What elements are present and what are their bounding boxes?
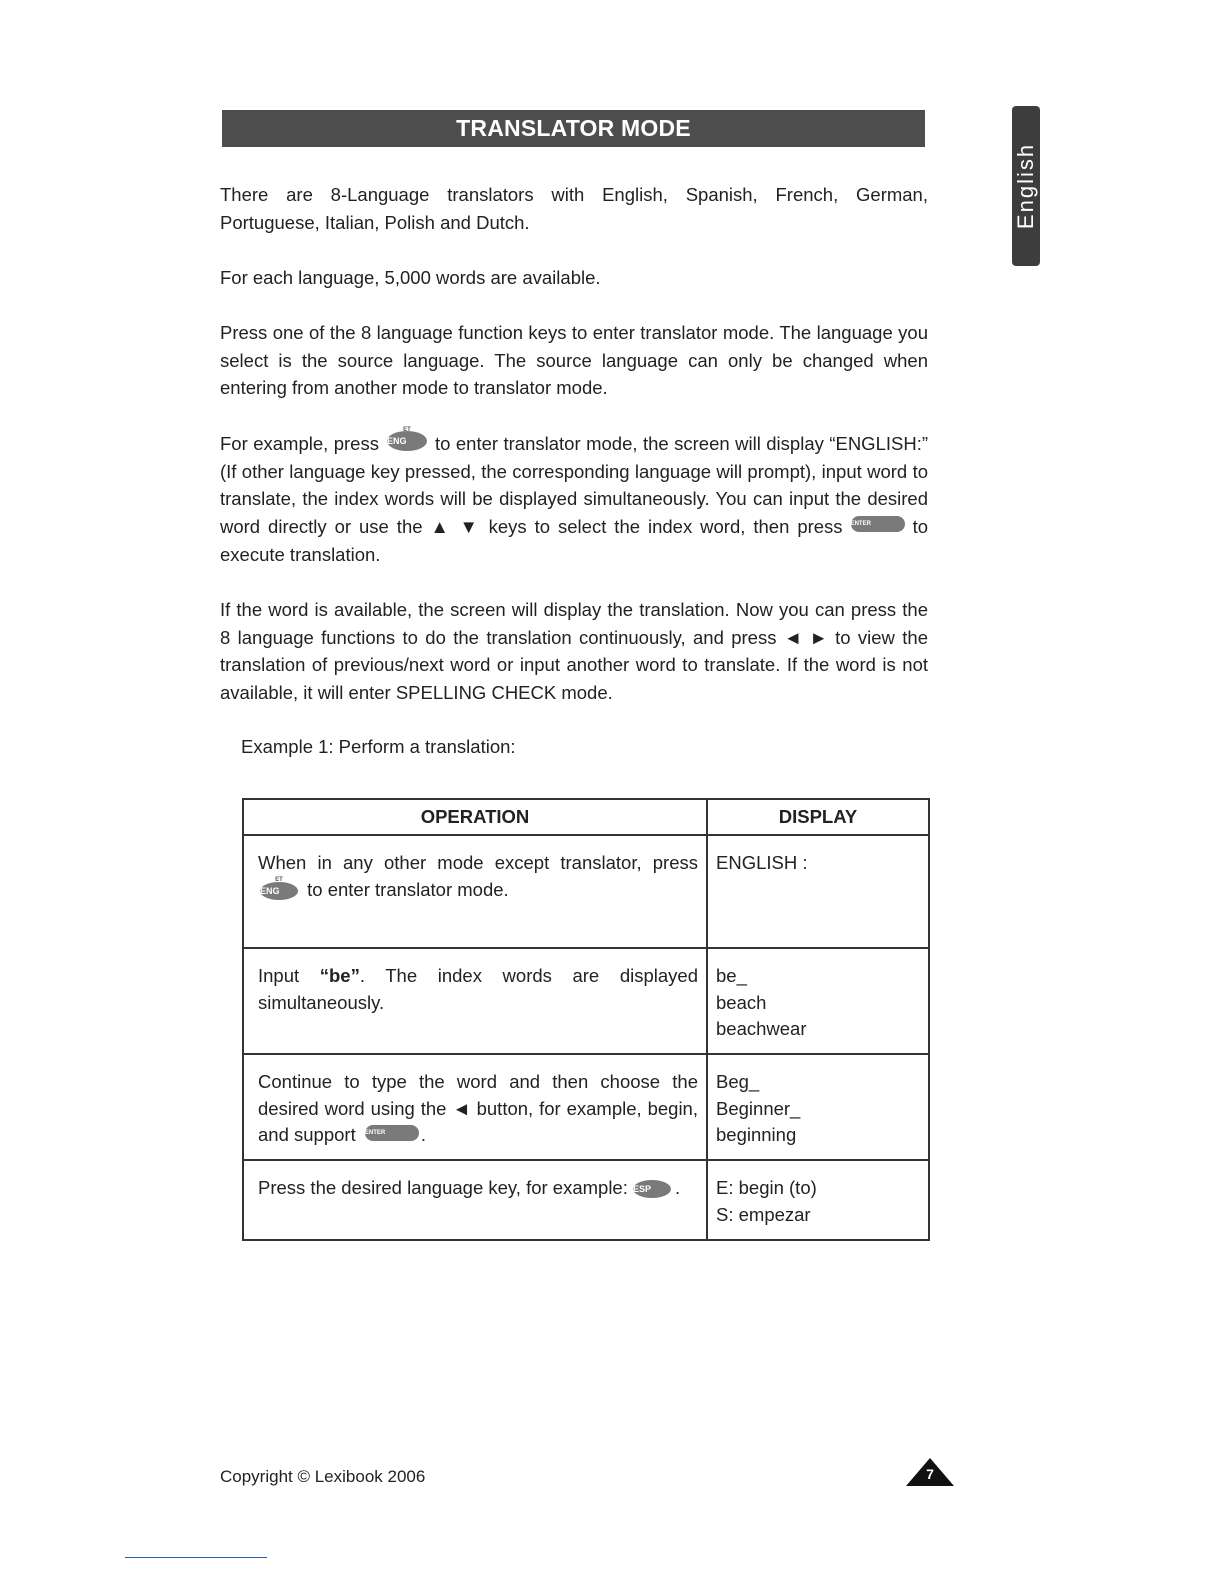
enter-key-icon — [851, 516, 905, 532]
display-line: Beg_ — [716, 1071, 760, 1092]
display-cell — [707, 948, 929, 1054]
paragraph-example-text-b: to enter translator mode, the screen will display “ENGLISH:” (If other language key pressed, the corresponding language will prompt), input word to translate, the index words will be displayed simultaneously. You can input the desired word directly or use the ▲ ▼ keys to select the index word, then press — [220, 433, 928, 538]
operation-cell — [243, 1054, 707, 1160]
eng-key-label: ENG — [260, 885, 280, 896]
operation-text: Input — [258, 965, 320, 986]
operation-text: Continue to type the word and then choose the desired word using the ◄ button, for example, begin, and support — [258, 1071, 698, 1145]
eng-key-icon — [260, 876, 298, 900]
paragraph-example-text-c: to execute translation. — [220, 516, 928, 565]
table-row — [243, 948, 929, 1054]
operation-text: When in any other mode except translator, press — [258, 852, 698, 873]
operation-text: . — [420, 1124, 426, 1145]
eng-key-icon — [386, 427, 427, 451]
display-line: E: begin (to) — [716, 1177, 817, 1198]
display-header: DISPLAY — [707, 799, 929, 835]
operations-table — [242, 798, 930, 1241]
footer-rule — [125, 1557, 267, 1558]
display-line: beach — [716, 991, 767, 1013]
operation-cell — [243, 948, 707, 1054]
table-row — [243, 1160, 929, 1240]
paragraph-example-text-a: For example, press — [220, 433, 379, 454]
table-header-row — [243, 799, 929, 835]
page-number-badge — [906, 1458, 954, 1486]
table-row — [243, 835, 929, 948]
display-line: Beginner_ — [716, 1097, 801, 1119]
esp-key-label: ESP — [633, 1184, 652, 1195]
enter-key-label: ENTER — [850, 521, 871, 528]
copyright-notice: Copyright © Lexibook 2006 — [220, 1467, 426, 1486]
display-line: beachwear — [716, 1018, 807, 1039]
operation-header: OPERATION — [243, 799, 707, 835]
display-line: ENGLISH : — [716, 852, 808, 873]
operation-text: to enter translator mode. — [307, 878, 509, 900]
operation-bold-word: “be” — [319, 965, 360, 986]
eng-key-superscript: ET — [275, 876, 283, 883]
esp-key-icon — [633, 1180, 671, 1198]
operation-cell — [243, 1160, 707, 1240]
enter-key-icon — [365, 1125, 419, 1141]
paragraph-example — [220, 427, 928, 569]
display-cell — [707, 1054, 929, 1160]
display-line: S: empezar — [716, 1203, 811, 1225]
operation-cell — [243, 835, 707, 948]
display-line: be_ — [716, 965, 747, 986]
eng-key-label: ENG — [386, 436, 407, 447]
paragraph-word-count: For each language, 5,000 words are available. — [220, 267, 601, 288]
eng-key-superscript: ET — [403, 427, 411, 434]
language-tab-label: English — [1013, 142, 1038, 230]
operation-text: Press the desired language key, for example: — [258, 1177, 628, 1198]
section-title: TRANSLATOR MODE — [222, 110, 925, 147]
display-cell — [707, 835, 929, 948]
display-line: beginning — [716, 1124, 797, 1145]
example-label: Example 1: Perform a translation: — [241, 736, 516, 757]
paragraph-availability: If the word is available, the screen will display the translation. Now you can press the 8 language functions to do the translation continuously, and press ◄ ► to view the translation of previous/next word or input another word to translate. If the word is not available, it will enter SPELLING CHECK mode. — [220, 599, 928, 704]
paragraph-function-keys: Press one of the 8 language function keys to enter translator mode. The language you select is the source language. The source language can only be changed when entering from another mode to translator mode. — [220, 322, 928, 399]
display-cell — [707, 1160, 929, 1240]
table-row — [243, 1054, 929, 1160]
paragraph-languages: There are 8-Language translators with English, Spanish, French, German, Portuguese, Italian, Polish and Dutch. — [220, 184, 928, 233]
operation-text: . — [675, 1177, 681, 1198]
enter-key-label: ENTER — [364, 1130, 386, 1137]
operation-text: . The index words are displayed simultaneously. — [258, 965, 698, 1013]
language-tab — [1012, 106, 1040, 266]
page-number: 7 — [926, 1466, 934, 1482]
